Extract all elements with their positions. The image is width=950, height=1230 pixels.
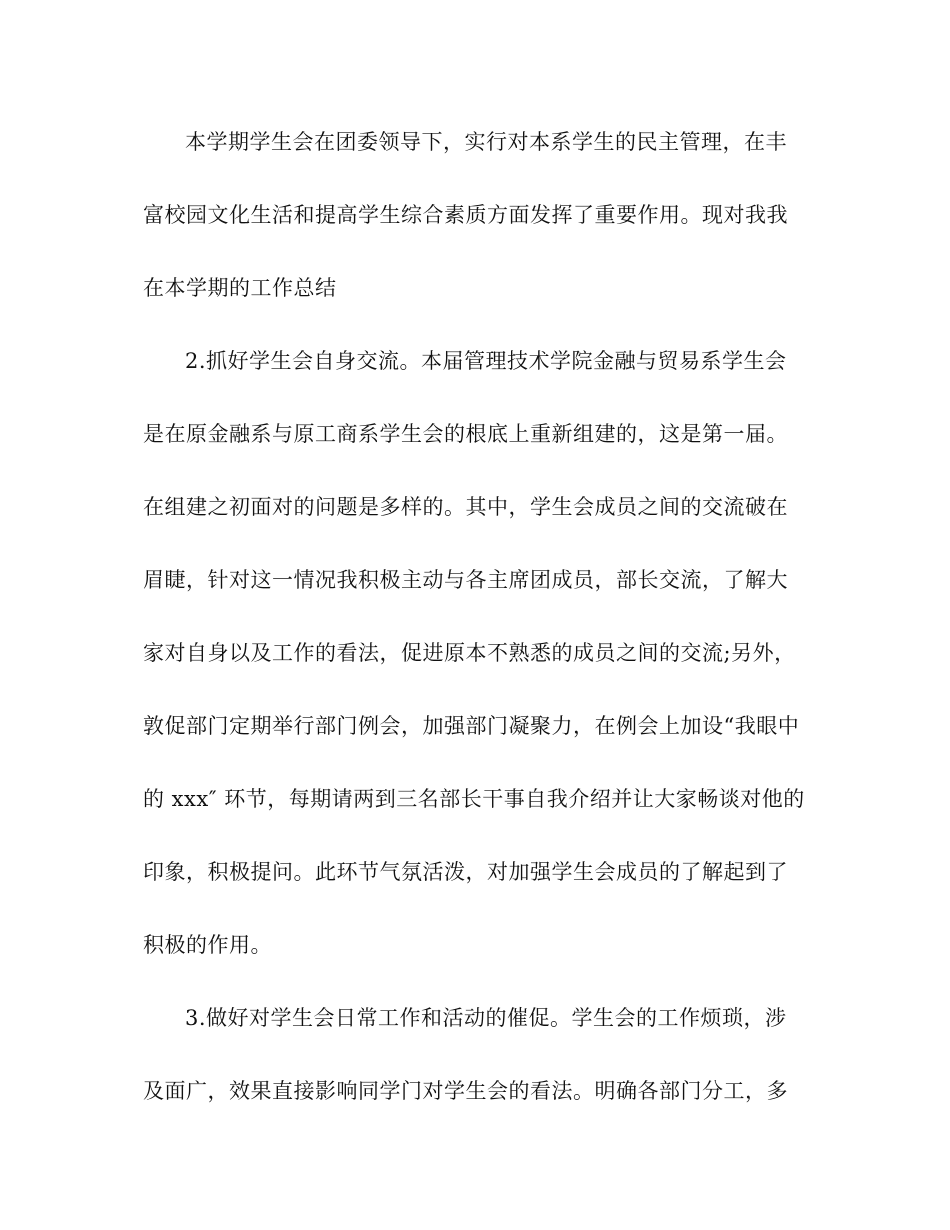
paragraph-1-line-2: 富校园文化生活和提高学生综合素质方面发挥了重要作用。现对我我 xyxy=(143,203,788,227)
paragraph-2-line-5: 家对自身以及工作的看法，促进原本不熟悉的成员之间的交流;另外， xyxy=(143,641,796,665)
paragraph-1-line-3: 在本学期的工作总结 xyxy=(143,276,337,300)
paragraph-1-line-1: 本学期学生会在团委领导下，实行对本系学生的民主管理，在丰 xyxy=(185,130,787,154)
paragraph-2-line-3: 在组建之初面对的问题是多样的。其中，学生会成员之间的交流破在 xyxy=(143,495,788,519)
paragraph-2-line-6: 敦促部门定期举行部门例会，加强部门凝聚力，在例会上加设“我眼中 xyxy=(143,714,800,738)
paragraph-2-line-9: 积极的作用。 xyxy=(143,933,272,957)
paragraph-3-line-2: 及面广，效果直接影响同学门对学生会的看法。明确各部门分工，多 xyxy=(143,1079,788,1103)
paragraph-2-line-8: 印象，积极提问。此环节气氛活泼，对加强学生会成员的了解起到了 xyxy=(143,860,788,884)
paragraph-3-line-1: 3.做好对学生会日常工作和活动的催促。学生会的工作烦琐，涉 xyxy=(185,1006,787,1030)
paragraph-2-line-7: 的 xxx″ 环节，每期请两到三名部长干事自我介绍并让大家畅谈对他的 xyxy=(143,787,805,811)
paragraph-2-line-4: 眉睫，针对这一情况我积极主动与各主席团成员，部长交流，了解大 xyxy=(143,568,788,592)
paragraph-2-line-2: 是在原金融系与原工商系学生会的根底上重新组建的，这是第一届。 xyxy=(143,422,788,446)
paragraph-2-line-1: 2.抓好学生会自身交流。本届管理技术学院金融与贸易系学生会 xyxy=(185,349,787,373)
